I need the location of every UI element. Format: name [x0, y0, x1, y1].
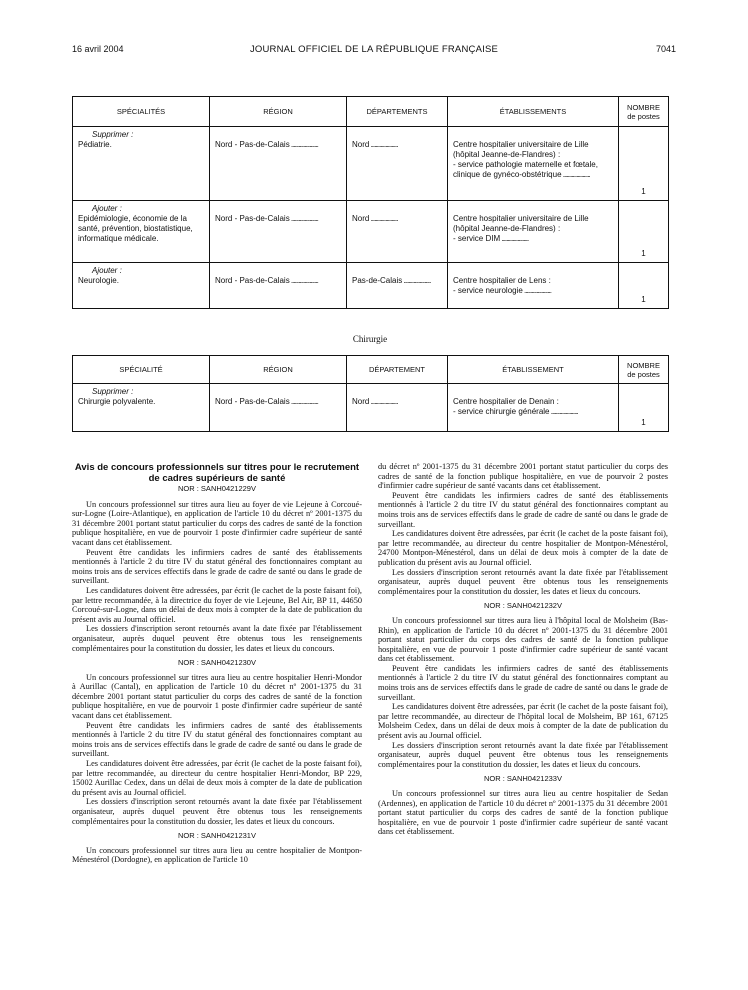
table-caption: Chirurgie: [352, 334, 388, 344]
col-header-departement: DÉPARTEMENT: [347, 356, 448, 384]
col-header-etablissements: ÉTABLISSEMENTS: [448, 97, 619, 127]
journal-title: JOURNAL OFFICIEL DE LA RÉPUBLIQUE FRANÇAISE: [249, 44, 499, 55]
nor-reference: NOR : SANH0421230V: [178, 658, 256, 668]
region-cell: [210, 201, 347, 263]
nor-reference: NOR : SANH0421229V: [178, 484, 256, 493]
page-number: 7041: [655, 44, 676, 54]
region-cell: [210, 384, 347, 432]
paragraph: du décret nº 2001-1375 du 31 décembre 2001 portant statut particulier du corps des cadres de santé de la fonction publique hospitalière, en vue de pourvoir 2 postes d'infirmier cadre supérieur de santé vacants dans cet établissement.: [378, 462, 668, 491]
row-qualifier: Supprimer :: [92, 387, 134, 396]
nombre-value: 1: [641, 418, 646, 427]
departement-value: Nord .....: [352, 140, 397, 149]
col-header-nombre: NOMBRE de postes: [619, 356, 669, 384]
etablissement-name: Centre hospitalier universitaire de Lille (hôpital Jeanne-de-Flandres) :: [453, 140, 589, 159]
specialite-name: Pédiatrie.: [78, 140, 112, 149]
col-header-specialite: SPÉCIALITÉ: [73, 356, 210, 384]
service-name: - service neurologie .....: [453, 286, 613, 296]
paragraph: Les candidatures doivent être adressées, par écrit (le cachet de la poste faisant foi), par lettre recommandée, au directeur de l'hôpital local de Molsheim, BP 161, 67125 Molsheim Cedex, dans un délai de deux mois à compter de la date de publication du présent avis au Journal officiel.: [378, 702, 668, 741]
paragraph: Peuvent être candidats les infirmiers cadres de santé des établissements mentionnés à l'article 2 du titre IV du statut général des fonctionnaires comptant au moins trois ans de services effectifs dans le grade de cadre de santé ou dans le grade de surveillant.: [72, 720, 362, 759]
etablissement-cell: [448, 201, 619, 263]
etablissement-cell: [448, 263, 619, 309]
row-qualifier: Ajouter :: [92, 204, 122, 213]
row-qualifier: Supprimer :: [92, 130, 134, 139]
nor-reference: NOR : SANH0421232V: [484, 601, 562, 611]
nombre-cell: [619, 384, 669, 432]
departement-cell: [347, 384, 448, 432]
departement-cell: [347, 127, 448, 201]
paragraph: Les candidatures doivent être adressées, par écrit (le cachet de la poste faisant foi), par lettre recommandée, à la directrice du foyer de vie Lejeune, Bel Air, BP 11, 44650 Corcoué-sur-Logne, dans un délai de deux mois à compter de la date de publication du présent avis au Journal officiel.: [72, 585, 362, 624]
departement-value: Pas-de-Calais .....: [352, 276, 430, 285]
col-header-specialites: SPÉCIALITÉS: [73, 97, 210, 127]
paragraph: Peuvent être candidats les infirmiers cadres de santé des établissements mentionnés à l'article 2 du titre IV du statut général des fonctionnaires comptant au moins trois ans de services effectifs dans le grade de cadre de santé ou dans le grade de surveillant.: [378, 663, 668, 702]
table-row: [73, 127, 669, 201]
etablissement-cell: [448, 127, 619, 201]
col-header-departements: DÉPARTEMENTS: [347, 97, 448, 127]
departement-cell: [347, 201, 448, 263]
region-cell: [210, 263, 347, 309]
etablissement-name: Centre hospitalier de Lens :: [453, 276, 551, 285]
nor-reference: NOR : SANH0421233V: [484, 774, 562, 784]
region-value: Nord - Pas-de-Calais .....: [215, 140, 318, 149]
nor-reference: NOR : SANH0421231V: [178, 831, 256, 841]
nombre-cell: [619, 127, 669, 201]
etablissement-name: Centre hospitalier universitaire de Lille (hôpital Jeanne-de-Flandres) :: [453, 214, 589, 233]
table-row: [73, 263, 669, 309]
paragraph: Un concours professionnel sur titres aura lieu au centre hospitalier Henri-Mondor à Aurillac (Cantal), en application de l'article 10 du décret nº 2001-1375 du 31 décembre 2001 portant statut particulier du corps des cadres de santé de la fonction publique hospitalière, en vue de pourvoir 1 poste d'infirmier cadre supérieur de santé vacant dans cet établissement.: [72, 672, 362, 721]
service-name: - service pathologie maternelle et fœtale, clinique de gynéco-obstétrique .....: [453, 160, 613, 180]
paragraph: Les dossiers d'inscription seront retournés avant la date fixée par l'établissement organisateur, auprès duquel peuvent être obtenus tous les renseignements complémentaires pour la constitution du dossier, les dates et lieux du concours.: [72, 797, 362, 826]
col-header-nombre: NOMBRE de postes: [619, 97, 669, 127]
departement-cell: [347, 263, 448, 309]
table-row: [73, 201, 669, 263]
table-row: [73, 384, 669, 432]
specialite-name: Epidémiologie, économie de la santé, prévention, biostatistique, informatique médicale.: [78, 214, 193, 243]
specialite-cell: [73, 127, 210, 201]
service-name: - service chirurgie générale .....: [453, 407, 613, 417]
text-column-right: [378, 462, 668, 837]
nombre-value: 1: [641, 295, 646, 304]
service-name: - service DIM .....: [453, 234, 613, 244]
paragraph: Un concours professionnel sur titres aura lieu à l'hôpital local de Molsheim (Bas-Rhin), en application de l'article 10 du décret nº 2001-1375 du 31 décembre 2001 portant statut particulier du corps des cadres de santé de la fonction publique hospitalière, en vue de pourvoir 1 poste d'infirmier cadre supérieur de santé vacant dans cet établissement.: [378, 615, 668, 664]
specialite-cell: [73, 384, 210, 432]
page-header: [72, 44, 676, 58]
etablissement-cell: [448, 384, 619, 432]
paragraph: Les candidatures doivent être adressées, par écrit (le cachet de la poste faisant foi), par lettre recommandée, au directeur du centre hospitalier de Montpon-Ménestérol, 24700 Montpon-Ménestérol, dans un délai de deux mois à compter de la date de publication du présent avis au Journal officiel.: [378, 529, 668, 567]
specialite-name: Chirurgie polyvalente.: [78, 397, 156, 406]
paragraph: Les dossiers d'inscription seront retournés avant la date fixée par l'établissement organisateur, auprès duquel peuvent être obtenus tous les renseignements complémentaires pour la constitution du dossier, les dates et lieux du concours.: [72, 624, 362, 653]
paragraph: Les dossiers d'inscription seront retournés avant la date fixée par l'établissement organisateur, auprès duquel peuvent être obtenus tous les renseignements complémentaires pour la constitution du dossier, les dates et lieux du concours.: [378, 740, 668, 769]
nombre-cell: [619, 263, 669, 309]
paragraph: Peuvent être candidats les infirmiers cadres de santé des établissements mentionnés à l'article 2 du titre IV du statut général des fonctionnaires comptant au moins trois ans de services effectifs dans le grade de cadre de santé ou dans le grade de surveillant.: [378, 490, 668, 529]
paragraph: Les candidatures doivent être adressées, par écrit (le cachet de la poste faisant foi), par lettre recommandée, au directeur du centre hospitalier Henri-Mondor, BP 229, 15002 Aurillac Cedex, dans un délai de deux mois à compter de la date de publication du présent avis au Journal officiel.: [72, 759, 362, 797]
header-date: 16 avril 2004: [72, 44, 124, 54]
paragraph: Un concours professionnel sur titres aura lieu au centre hospitalier de Montpon-Ménestérol (Dordogne), en application de l'article 10: [72, 845, 362, 865]
paragraph: Peuvent être candidats les infirmiers cadres de santé des établissements mentionnés à l'article 2 du titre IV du statut général des fonctionnaires comptant au moins trois ans de services effectifs dans le grade de cadre de santé ou dans le grade de surveillant.: [72, 547, 362, 586]
nombre-value: 1: [641, 249, 646, 258]
notice-title: Avis de concours professionnels sur titres pour le recrutement de cadres supérieurs de santé: [74, 462, 360, 484]
region-value: Nord - Pas-de-Calais .....: [215, 276, 318, 285]
etablissement-name: Centre hospitalier de Denain :: [453, 397, 559, 406]
posts-table: [72, 96, 669, 309]
text-column-left: [72, 462, 362, 865]
nombre-value: 1: [641, 187, 646, 196]
specialite-cell: [73, 201, 210, 263]
region-value: Nord - Pas-de-Calais .....: [215, 214, 318, 223]
paragraph: Un concours professionnel sur titres aura lieu au foyer de vie Lejeune à Corcoué-sur-Logne (Loire-Atlantique), en application de l'article 10 du décret nº 2001-1375 du 31 décembre 2001 portant statut particulier du corps des cadres de santé de la fonction publique hospitalière, en vue de pourvoir 1 poste d'infirmier cadre supérieur de santé vacant dans cet établissement.: [72, 499, 362, 547]
region-cell: [210, 127, 347, 201]
paragraph: Les dossiers d'inscription seront retournés avant la date fixée par l'établissement organisateur, auprès duquel peuvent être obtenus tous les renseignements complémentaires pour la constitution du dossier, les dates et lieux du concours.: [378, 567, 668, 596]
col-header-region: RÉGION: [210, 97, 347, 127]
col-header-etablissement: ÉTABLISSEMENT: [448, 356, 619, 384]
posts-table-chirurgie: [72, 355, 669, 432]
departement-value: Nord .....: [352, 397, 397, 406]
region-value: Nord - Pas-de-Calais .....: [215, 397, 318, 406]
departement-value: Nord .....: [352, 214, 397, 223]
specialite-cell: [73, 263, 210, 309]
col-header-region: RÉGION: [210, 356, 347, 384]
row-qualifier: Ajouter :: [92, 266, 122, 275]
nombre-cell: [619, 201, 669, 263]
specialite-name: Neurologie.: [78, 276, 119, 285]
paragraph: Un concours professionnel sur titres aura lieu au centre hospitalier de Sedan (Ardennes), en application de l'article 10 du décret nº 2001-1375 du 31 décembre 2001 portant statut particulier du corps des cadres de santé de la fonction publique hospitalière, en vue de pourvoir 1 poste d'infirmier cadre supérieur de santé vacant dans cet établissement.: [378, 789, 668, 837]
